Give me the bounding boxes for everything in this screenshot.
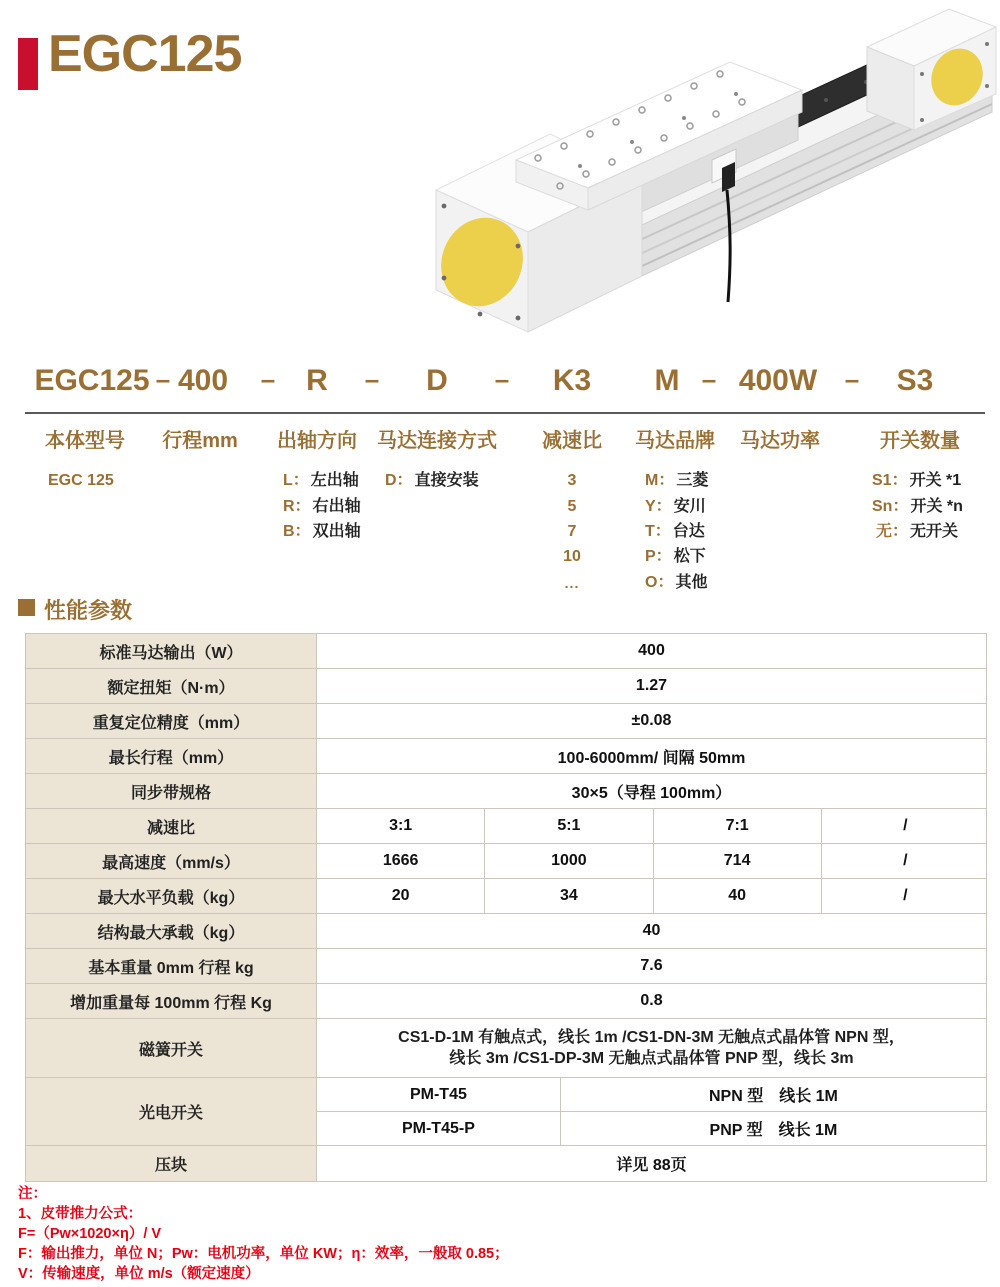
code-stroke: 400 (177, 364, 229, 397)
param-value: 40 (653, 879, 821, 913)
code-switch: S3 (896, 364, 934, 397)
param-label: 磁簧开关 (26, 1019, 317, 1077)
param-label: 最长行程（mm） (26, 739, 317, 773)
param-value: 3:1 (389, 817, 413, 834)
param-value (317, 1019, 986, 1077)
option-body-model: EGC 125 (48, 472, 114, 489)
param-value: 20 (391, 887, 410, 904)
section-title: 性能参数 (44, 598, 133, 623)
divider-line (25, 412, 985, 414)
param-label: 额定扭矩（N·m） (26, 669, 317, 703)
note-line: 注： (18, 1186, 47, 1202)
option-ratio: 3 (567, 472, 577, 489)
option-brand: Y： 安川 (645, 498, 706, 515)
reed-switch-line1: CS1-D-1M 有触点式，线长 1m /CS1-DN-3M 无触点式晶体管 NPN 型， (398, 1029, 905, 1046)
param-value: 0.8 (640, 992, 663, 1009)
table-row (26, 634, 986, 669)
table-row (26, 669, 986, 704)
code-mount: D (426, 364, 448, 397)
param-label: 同步带规格 (26, 774, 317, 808)
table-row (26, 949, 986, 984)
code-dash: – (494, 364, 510, 394)
option-ratio: ... (564, 575, 580, 591)
param-value: NPN 型 线长 1M (560, 1078, 986, 1111)
footnotes (18, 1184, 509, 1284)
param-value: 714 (653, 844, 821, 878)
col-header-stroke: 行程mm (162, 430, 238, 452)
code-dash: – (260, 364, 276, 394)
param-value: 5:1 (484, 809, 652, 843)
note-line: F：输出推力，单位 N；Pw：电机功率，单位 KW；η：效率，一般取 0.85； (18, 1246, 509, 1262)
param-value: PM-T45 (409, 1085, 467, 1103)
table-row (26, 1146, 986, 1182)
code-ratio: K3 (552, 364, 592, 397)
code-dash: – (844, 364, 860, 394)
option-brand: M： 三菱 (645, 472, 709, 489)
note-line: 1、皮带推力公式： (18, 1206, 143, 1222)
param-label: 基本重量 0mm 行程 kg (26, 949, 317, 983)
param-label: 增加重量每 100mm 行程 Kg (26, 984, 317, 1018)
param-label: 最大水平负载（kg） (26, 879, 317, 913)
code-model: EGC125 (34, 364, 150, 397)
param-value: 7.6 (640, 957, 663, 974)
table-row (26, 879, 986, 914)
param-value: 400 (638, 642, 665, 659)
code-dash: – (155, 364, 171, 394)
option-switch: S1： 开关 *1 (872, 472, 962, 489)
param-label: 减速比 (26, 809, 317, 843)
table-row (26, 704, 986, 739)
col-header-mount: 马达连接方式 (377, 430, 497, 452)
option-switch: Sn： 开关 *n (872, 498, 963, 515)
code-dash: – (364, 364, 380, 394)
param-value: 1666 (382, 852, 419, 869)
code-brand: M (654, 364, 680, 397)
param-value: PM-T45-P (401, 1119, 475, 1137)
param-label: 重复定位精度（mm） (26, 704, 317, 738)
param-value: 1.27 (635, 677, 668, 694)
note-line: F=（Pw×1020×η）/ V (18, 1226, 162, 1242)
red-accent-bar (18, 38, 38, 90)
param-value: PNP 型 线长 1M (560, 1112, 986, 1145)
performance-table (25, 633, 987, 1182)
param-label: 光电开关 (26, 1078, 317, 1145)
table-row (26, 809, 986, 844)
param-value: 40 (642, 922, 661, 939)
option-ratio: 7 (567, 523, 577, 540)
note-line: V：传输速度，单位 m/s（额定速度） (18, 1266, 260, 1282)
reed-switch-line2: 线长 3m /CS1-DP-3M 无触点式晶体管 PNP 型，线长 3m (449, 1050, 854, 1067)
table-row (26, 774, 986, 809)
param-value: / (821, 809, 989, 843)
table-row (26, 1019, 986, 1078)
param-value: 30×5（导程 100mm） (571, 784, 732, 802)
param-value: / (821, 879, 989, 913)
ordering-section (0, 358, 1000, 600)
param-label: 标准马达输出（W） (26, 634, 317, 668)
col-header-shaft: 出轴方向 (277, 430, 357, 452)
param-value: 34 (484, 879, 652, 913)
col-header-power: 马达功率 (740, 430, 820, 452)
option-mount: D： 直接安装 (385, 472, 479, 489)
option-switch: 无： 无开关 (876, 523, 959, 540)
table-row (26, 914, 986, 949)
option-brand: P： 松下 (645, 548, 706, 565)
product-image (430, 0, 1000, 335)
option-ratio: 5 (567, 498, 577, 515)
param-value: ±0.08 (631, 712, 672, 729)
param-label: 压块 (26, 1146, 317, 1181)
code-power: 400W (738, 364, 818, 397)
param-label: 最高速度（mm/s） (26, 844, 317, 878)
table-row (26, 739, 986, 774)
square-bullet-icon (18, 599, 35, 616)
param-value: 详见 88页 (616, 1157, 687, 1174)
col-header-switch: 开关数量 (880, 430, 960, 452)
table-row (26, 1078, 986, 1146)
param-value: 100-6000mm/ 间隔 50mm (557, 749, 746, 767)
option-shaft: R： 右出轴 (283, 498, 361, 515)
code-dash: – (701, 364, 717, 394)
col-header-model: 本体型号 (45, 430, 125, 452)
cable (727, 190, 730, 302)
param-value: / (821, 844, 989, 878)
option-ratio: 10 (563, 548, 581, 565)
option-shaft: B： 双出轴 (283, 523, 361, 540)
param-value: 7:1 (653, 809, 821, 843)
col-header-brand: 马达品牌 (635, 430, 715, 452)
table-row (26, 844, 986, 879)
param-value: 1000 (484, 844, 652, 878)
code-shaft: R (306, 364, 328, 397)
option-brand: O： 其他 (645, 574, 708, 591)
page-title: EGC125 (48, 25, 242, 83)
option-brand: T： 台达 (645, 523, 705, 540)
photo-switch-row (317, 1111, 986, 1145)
photo-switch-row (317, 1078, 986, 1111)
table-row (26, 984, 986, 1019)
param-label: 结构最大承载（kg） (26, 914, 317, 948)
col-header-ratio: 减速比 (542, 430, 602, 452)
option-shaft: L： 左出轴 (283, 472, 359, 489)
